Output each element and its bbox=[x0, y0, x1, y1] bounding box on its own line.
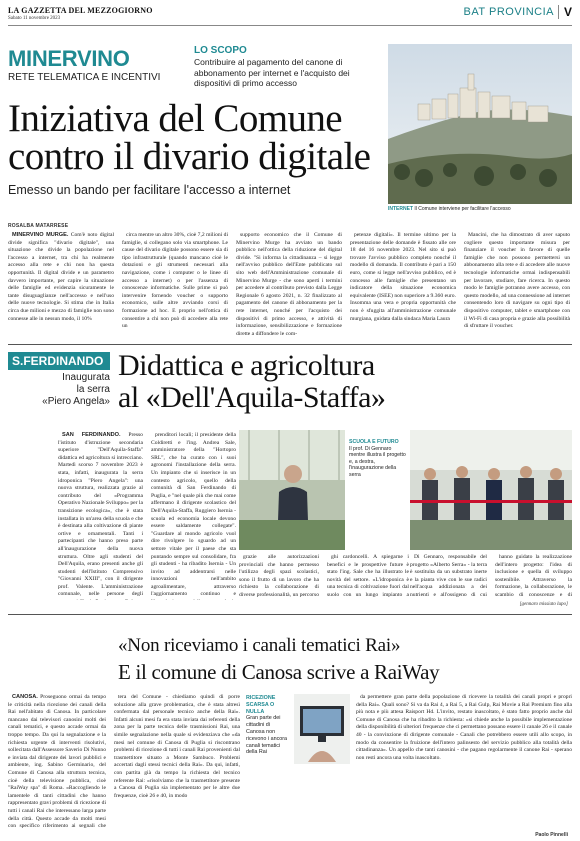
tv-reception-photo-image bbox=[294, 694, 350, 764]
article1-col5-text: Mancini, che ha dimostrato di aver saputo cogliere questo importante misura per finanziare il voucher in favore di quelle famiglie che non possono permettersi un abbonamento alla rete e di accedere alle nuove tecnologie informatiche ormai indispensabili per lavorare, studiare, fare ricerca. In questo modo le famiglie potranno avere accesso, con questo modello, ad una connessione ad internet consentendo loro di navigare su ogni tipo di dispositivo computer, tablet e smartphone con il Wi-Fi di casa propria e grazie alla possibilità di sfruttare il voucher. bbox=[464, 232, 570, 330]
article3-col-3 bbox=[356, 694, 572, 829]
article2-col5-text: Di Gennaro, responsabile del progetto «Alberto Serra» - la terra è sostituita da un substrato inerte e la pianta vive con le sue radici nell'acqua addizionata a dei nutrienti e all'ossigeno di cui bbox=[410, 554, 487, 598]
kicker2-sub-line1: Inaugurata bbox=[62, 372, 110, 383]
caption2-text: Il prof. Di Gennaro mentre illustra il progetto e, a destra, l'inaugurazione della serra bbox=[349, 445, 406, 478]
headline2-line1: Didattica e agricoltura bbox=[118, 349, 375, 382]
article3-headline-line1: «Non riceviamo i canali tematici Rai» bbox=[118, 635, 401, 656]
article3-photo bbox=[294, 694, 350, 764]
kicker2-sub-line2: la serra bbox=[76, 384, 110, 395]
article1-col-1 bbox=[8, 232, 114, 340]
newspaper-name: LA GAZZETTA DEL MEZZOGIORNO bbox=[8, 6, 153, 15]
article1-col1-text: Com'è noto digital divide significa "divario digitale", una situazione che divide la popolazione nel l'accesso a internet, tra chi ha realmente accesso alla rete e chi non ha questa opportunità. Il digital divide e un parametro davvero importante, per capire la situazione delle famiglie ed evidenzia sicuramente le tante disuguaglianze nell'accesso e nell'uso delle nuove tecnologie. Si stima che in Italia circa due milioni e mezzo di famiglie non sono connesse alle in nessun modo, il 10% bbox=[8, 232, 114, 322]
article2-col-3 bbox=[239, 554, 319, 600]
article2-body-right bbox=[410, 554, 572, 600]
kicker2-sub-line3: «Piero Angela» bbox=[42, 396, 110, 407]
article3-caption bbox=[246, 695, 290, 756]
article1-headline bbox=[8, 97, 428, 178]
article2-col1-text: Presso l'istituto d'istruzione secondaria superiore "Dell'Aquila-Staffa" didattica ed agricoltura si intrecciano. Martedì scorso 7 novembre 2023 è stata, infatti, inaugurata la serra idroponica "Piero Angela": una nuova struttura, realizzata grazie al contributo del «Programma Operativo Nazionale Sviluppo» per la transizione ecologica», che è stata installata in un'area della scuola e che è destinata alla coltivazione di piante ortive e ornamentali. Tanti i partecipanti che hanno preso parte all'inaugurazione della nuova struttura. Oltre agli studenti del Dell'Aquila, erano presenti anche gli studenti dell'Istituto Comprensivo "Giovanni XXIII", con il dirigente prof. Valente. L'amministrazione comunale, nelle persone degli bbox=[58, 432, 143, 598]
article2-col-5 bbox=[410, 554, 487, 600]
scopo-text: Contribuire al pagamento del canone di abbonamento per internet e l'acquisto dei dispositivi di primo accesso bbox=[194, 57, 350, 88]
article2-kicker: S.FERDINANDO bbox=[8, 352, 110, 370]
article1-col-3 bbox=[236, 232, 342, 340]
article3-col2-text: tera del Comune - chiediamo quindi di porre soluzione alla grave problematica, che è stata altresì confermata dal personale tecnico anche della Rai». Infatti alcuni mesi fa era stata inviata dai referenti della zona per la parte tecnica delle trasmissioni Rai, una simile segnalazione nella quale si evidenziava che «da mesi nel comune di Canosa di Puglia si riscontrano problemi di ricezione di tutti i canali Rai provenienti dal trasmettitore situato a Monte Sambuco. Problemi accertati dagli stessi tecnici della Rai». Da qui, infatti, con partita già da tempo la richiesta del tecnico referente Rai: «risolviamo che la trasmettitore presente a Canosa di Puglia sia implementato per le altre due frequenze, cioè 26 e 40, in modo bbox=[114, 694, 240, 799]
article2-photo-right bbox=[410, 430, 572, 550]
article1-kicker-sub: RETE TELEMATICA E INCENTIVI bbox=[8, 72, 161, 83]
ribbon-cutting-photo-image bbox=[410, 430, 572, 550]
article1-col4-text: petenze digitali». Il termine ultimo per la presentazione delle domande è fissato alle ore 18 del 16 novembre 2023. Nel sito si può trovare l'avviso pubblico completo nonché il modello di domanda. Il contributo è pari a 150 euro, come si legge nell'avviso pubblico, ed è concesso alle famiglie che presentano un indicatore della situazione economica equivalente (ISEE) non superiore a 9.360 euro. Insomma una vera e propria opportunità che non è sfuggita all'amministrazione comunale murgiana, guidata dalla sindaca Maria Laura bbox=[350, 232, 456, 322]
teacher-greenhouse-photo-image bbox=[239, 430, 345, 550]
article3-signature: Paolo Pinnelli bbox=[535, 832, 568, 838]
article1-lead: MINERVINO MURGE. bbox=[12, 232, 69, 238]
article1-col2-text: circa mentre un altro 30%, cioè 7,2 milioni di famiglie, si collegano solo via smartphone. Le cause del divario digitale possono essere sia di tipo infrastrutturale (quando mancano cioè le dotazioni e gli strumenti necessari alla navigazione, come i computer o le linee di accesso a internet) o per l'assenza di conoscenze informatiche. Sulle prime si può intervenire fornendo voucher o supporto economico, sulle altre avviando corsi di formazione ad hoc. E proprio nell'ottica di consentire a chi non può di accedere alla rete un bbox=[122, 232, 228, 330]
section-name: BAT PROVINCIA bbox=[463, 6, 554, 18]
article2-col-6 bbox=[495, 554, 572, 600]
article2-col-4 bbox=[327, 554, 409, 600]
caption3-text: Gran parte dei cittadini di Canosa non ricevono i ancora canali tematici della Rai bbox=[246, 715, 288, 756]
divider bbox=[8, 344, 572, 345]
article2-body-mid bbox=[239, 554, 409, 600]
issue-date: Sabato 11 novembre 2023 bbox=[8, 16, 61, 21]
article1-col-4 bbox=[350, 232, 456, 340]
article1-kicker: MINERVINO bbox=[8, 46, 130, 71]
caption1-text: Il Comune interviene per facilitare l'accesso bbox=[414, 206, 511, 212]
caption3-label: RICEZIONE SCARSA O NULLA bbox=[246, 695, 276, 715]
article2-body-left bbox=[58, 432, 236, 600]
masthead bbox=[8, 4, 572, 26]
article2-col6-text: hanno guidato la realizzazione dell'intero progetto: l'idea di inclusione e quella di sviluppo sostenibile. Attraverso la formazione, la collaborazione, le scambio di conoscenze e di bbox=[495, 554, 572, 598]
article2-kicker-sub bbox=[8, 372, 110, 408]
article1-col3-text: supporto economico che il Comune di Minervino Murge ha avviato un bando pubblico nell'ottica della riduzione del digital divide. "Si informa la cittadinanza – si legge nell'avviso pubblico dell'Ente pubblicato sul sito web dell'Amministrazione comunale di Minervino Murge - che sono aperti i termini per accedere al contributo previsto dalla Legge Regionale 6 agosto 2021, n. 32 finalizzato al pagamento del canone di abbonamento per la rete internet, nonché per l'acquisto dei dispositivi di primo accesso, e attività di informazione, sensibilizzazione e formazione dirette a diffondere le com- bbox=[236, 232, 342, 337]
divider bbox=[8, 614, 572, 615]
article1-subtitle: Emesso un bando per facilitare l'accesso a internet bbox=[8, 183, 291, 197]
headline2-line2: al «Dell'Aquila-Staffa» bbox=[118, 381, 386, 414]
article1-col-5 bbox=[464, 232, 570, 340]
article3-col-1 bbox=[8, 694, 106, 829]
article3-headline-line2: E il comune di Canosa scrive a RaiWay bbox=[118, 660, 440, 684]
article2-signature: [gennaro missiato lupo] bbox=[519, 602, 568, 607]
article3-body-mid bbox=[114, 694, 240, 829]
article3-col-2 bbox=[114, 694, 240, 829]
article1-scopo-box bbox=[194, 45, 374, 89]
article1-caption bbox=[388, 206, 511, 212]
scopo-label: LO SCOPO bbox=[194, 45, 247, 56]
article3-body-right bbox=[356, 694, 572, 829]
caption1-label: INTERNET bbox=[388, 206, 413, 212]
article2-caption bbox=[349, 439, 407, 478]
article2-col-1 bbox=[58, 432, 143, 600]
section-letter: V bbox=[558, 5, 572, 19]
article2-lead: SAN FERDINANDO. bbox=[62, 432, 121, 438]
article2-col3-text: grazie alle autorizzazioni provinciali che hanno permesso l'utilizzo degli spazi scolastici, sono il frutto di un lavoro che ha richiesto la collaborazione di diverse professionalità, un percorso bbox=[239, 554, 319, 598]
article2-photo-left bbox=[239, 430, 345, 550]
article1-body bbox=[8, 232, 572, 340]
article1-byline: ROSALBA MATARRESE bbox=[8, 223, 69, 229]
article3-col1-text: Proseguono ormai da tempo le criticità nella ricezione dei canali della Rai nell'abitato di Canosa. In particolare mancano dai televisori canosini molti dei canali tematici, e questo accade ormai da troppo tempo. Da qui la segnalazione e la richiesta urgente di interventi risolutivi, sollecitata dall'Assessore Saverio Di Nunno e inviata dal dirigente dei lavori pubblici e ambiente, ing. Sabino Germinario, del Comune di Canosa alla struttura tecnica, cioè della televisione pubblica, cioè "RaiWay spa" di Roma. «Raccogliendo le lamentele di tanti cittadini che hanno rappresentato gravi problemi di ricezione di tutti i canali Rai che interessano larga parte della città. Questo accade da molti mesi con specifico riferimento ai segnali che bbox=[8, 694, 106, 829]
article2-col-2 bbox=[151, 432, 236, 600]
article3-body-left bbox=[8, 694, 106, 829]
article3-lead: CANOSA. bbox=[12, 694, 38, 700]
headline1-line2: contro il divario digitale bbox=[8, 135, 371, 178]
article2-col2-text: prenditori locali; il presidente della Coldiretti e l'ing. Andrea Sale, amministratore della "Hortopro SRL", che ha curato con i suoi agronomi l'installazione della serra. Un impianto che si inserisce in un contesto agricolo, quello della comunità di San Ferdinando di Puglia, e "nel quale più che mai come affermano il dirigente scolastico del Dell'Aquila-Staffa, Ruggiero Isernia - scuola ed economia locale devono essere saldamente collegate". "Guardare al mondo agricolo vuol dire rivolgere lo sguardo ad un settore vitale per il paese che sta puntando sempre sul consolidare, fra gli studenti - ha ribadito Isernia - Un invito ad addentrarsi nelle innovazioni nell'ambito agroalimentare, attraverso l'aggiornamento continuo e bbox=[151, 432, 236, 598]
headline1-line1: Iniziativa del Comune bbox=[8, 97, 342, 140]
article2-headline bbox=[118, 350, 438, 414]
article1-col-2 bbox=[122, 232, 228, 340]
article2-col4-text: ghi cardoncelli. A spiegarne i benefici e le prospettive future è stato l'ing. Sale che ha illustrato le novità del settore. «L'idroponica è una tecnica di coltivazione fuori dal suolo con un lungo impianto a bbox=[327, 554, 409, 598]
article3-col3-text: da permettere gran parte della popolazione di ricevere la totalità dei canali propri e propri della Rai». Quali sono? Si va da Rai 4, a Rai 5, a Rai Gulp, Rai Movie a Rai Premium fino alla più nota e più attesa Raisport Hd. L'invito, restato inascoltato, è stato fatto proprio anche dal Comune di Canosa che ha ribadito la richiesta: «si chiede anche la possibile implementazione della disponibilità di ulteriori frequenze che ci permettano possano essere il canale 26 e il canale 40 - la convinzione di dirigente comunale - Canali che potrebbero essere utili allo scopo, in modo da consentire la fruizione dell'intero palinsesto del servizio pubblico alla totalità della cittadinanza». Un appello che tanti canosini - che pagano regolarmente il canone Rai - sperano non resti ancora una volta inascoltato. bbox=[356, 694, 572, 761]
caption2-label: SCUOLA E FUTURO bbox=[349, 439, 399, 445]
